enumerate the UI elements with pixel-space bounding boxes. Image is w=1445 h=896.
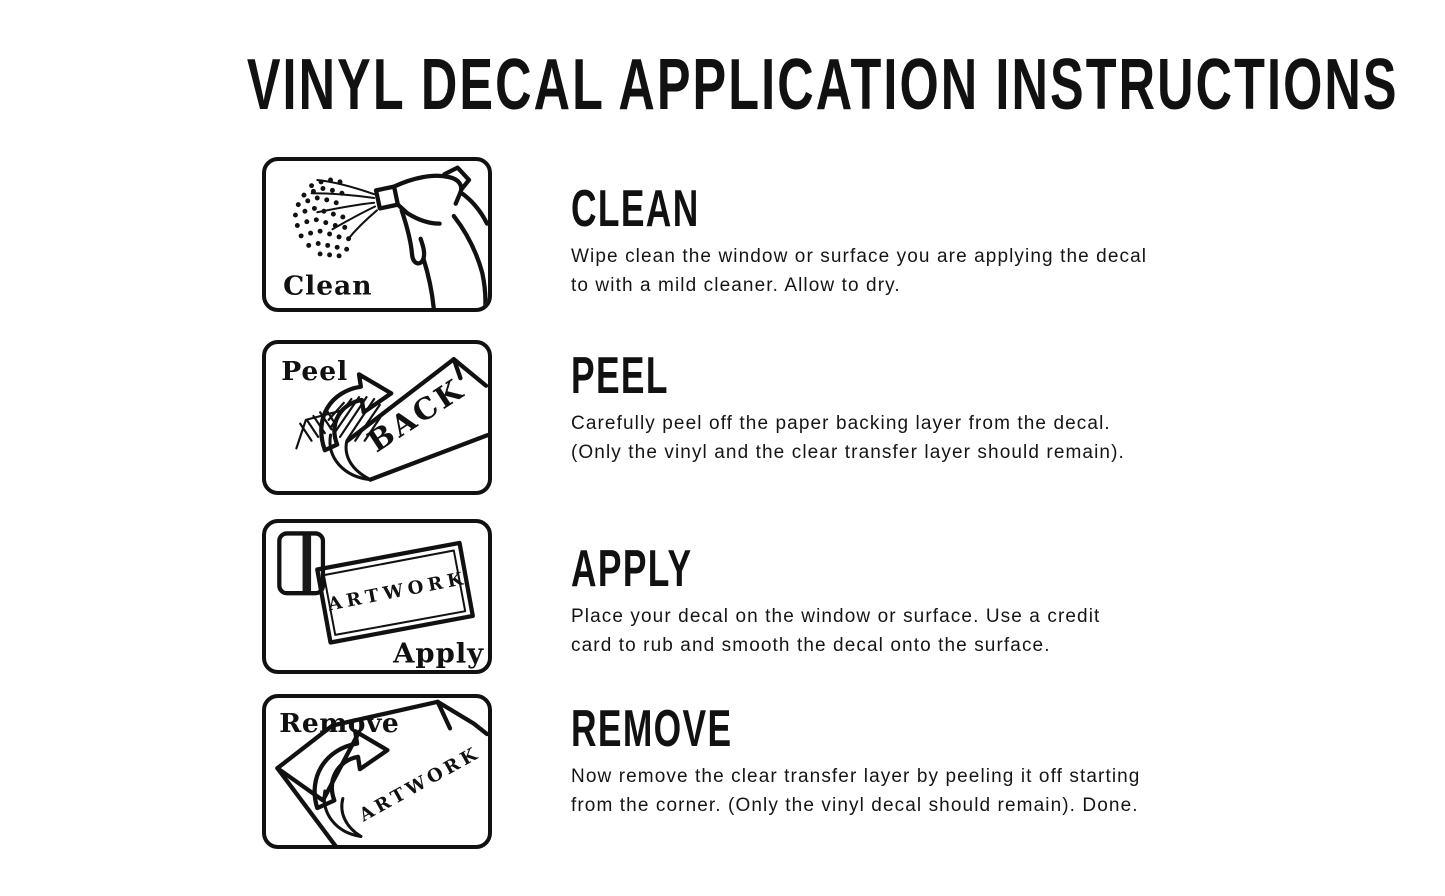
step-icon-remove xyxy=(262,694,492,849)
spray-mist-dots xyxy=(293,178,351,259)
apply-icon-label: Apply xyxy=(393,637,485,670)
step-icon-clean xyxy=(262,157,492,312)
credit-card-apply-icon xyxy=(266,523,488,670)
step-body-apply xyxy=(571,603,1251,660)
step-heading-apply: APPLY xyxy=(571,540,693,598)
body-line: Place your decal on the window or surface. Use a credit xyxy=(571,606,1101,627)
body-line: Wipe clean the window or surface you are applying the decal xyxy=(571,246,1148,267)
remove-sheet-text: ARTWORK xyxy=(355,742,485,827)
step-text-clean xyxy=(571,180,1251,300)
page-title: VINYL DECAL APPLICATION INSTRUCTIONS xyxy=(246,45,1399,125)
step-heading-clean: CLEAN xyxy=(571,180,700,238)
peel-back-icon xyxy=(266,344,488,491)
apply-sheet-text: ARTWORK xyxy=(326,567,470,616)
peel-sheet-text: BACK xyxy=(361,370,471,459)
step-icon-apply xyxy=(262,519,492,674)
step-body-clean xyxy=(571,243,1251,300)
body-line: Now remove the clear transfer layer by peeling it off starting xyxy=(571,766,1141,787)
body-line: to with a mild cleaner. Allow to dry. xyxy=(571,274,901,296)
spray-bottle-icon xyxy=(266,161,488,308)
remove-transfer-icon xyxy=(266,698,488,845)
peel-icon-label: Peel xyxy=(281,356,349,388)
step-heading-remove: REMOVE xyxy=(571,700,733,758)
body-line: card to rub and smooth the decal onto the surface. xyxy=(571,634,1051,656)
step-text-apply xyxy=(571,540,1251,660)
body-line: (Only the vinyl and the clear transfer layer should remain). xyxy=(571,441,1125,463)
step-text-peel xyxy=(571,347,1251,467)
spray-bottle-outline xyxy=(376,168,487,308)
step-body-peel xyxy=(571,410,1251,467)
step-icon-peel xyxy=(262,340,492,495)
remove-icon-label: Remove xyxy=(279,708,400,740)
credit-card xyxy=(279,533,323,593)
step-heading-peel: PEEL xyxy=(571,347,669,405)
body-line: from the corner. (Only the vinyl decal should remain). Done. xyxy=(571,794,1139,816)
step-body-remove xyxy=(571,763,1251,820)
clean-icon-label: Clean xyxy=(283,270,373,302)
page-curl xyxy=(324,791,361,837)
step-text-remove xyxy=(571,700,1251,820)
body-line: Carefully peel off the paper backing layer from the decal. xyxy=(571,413,1111,434)
page-title-wrap xyxy=(0,44,1445,126)
